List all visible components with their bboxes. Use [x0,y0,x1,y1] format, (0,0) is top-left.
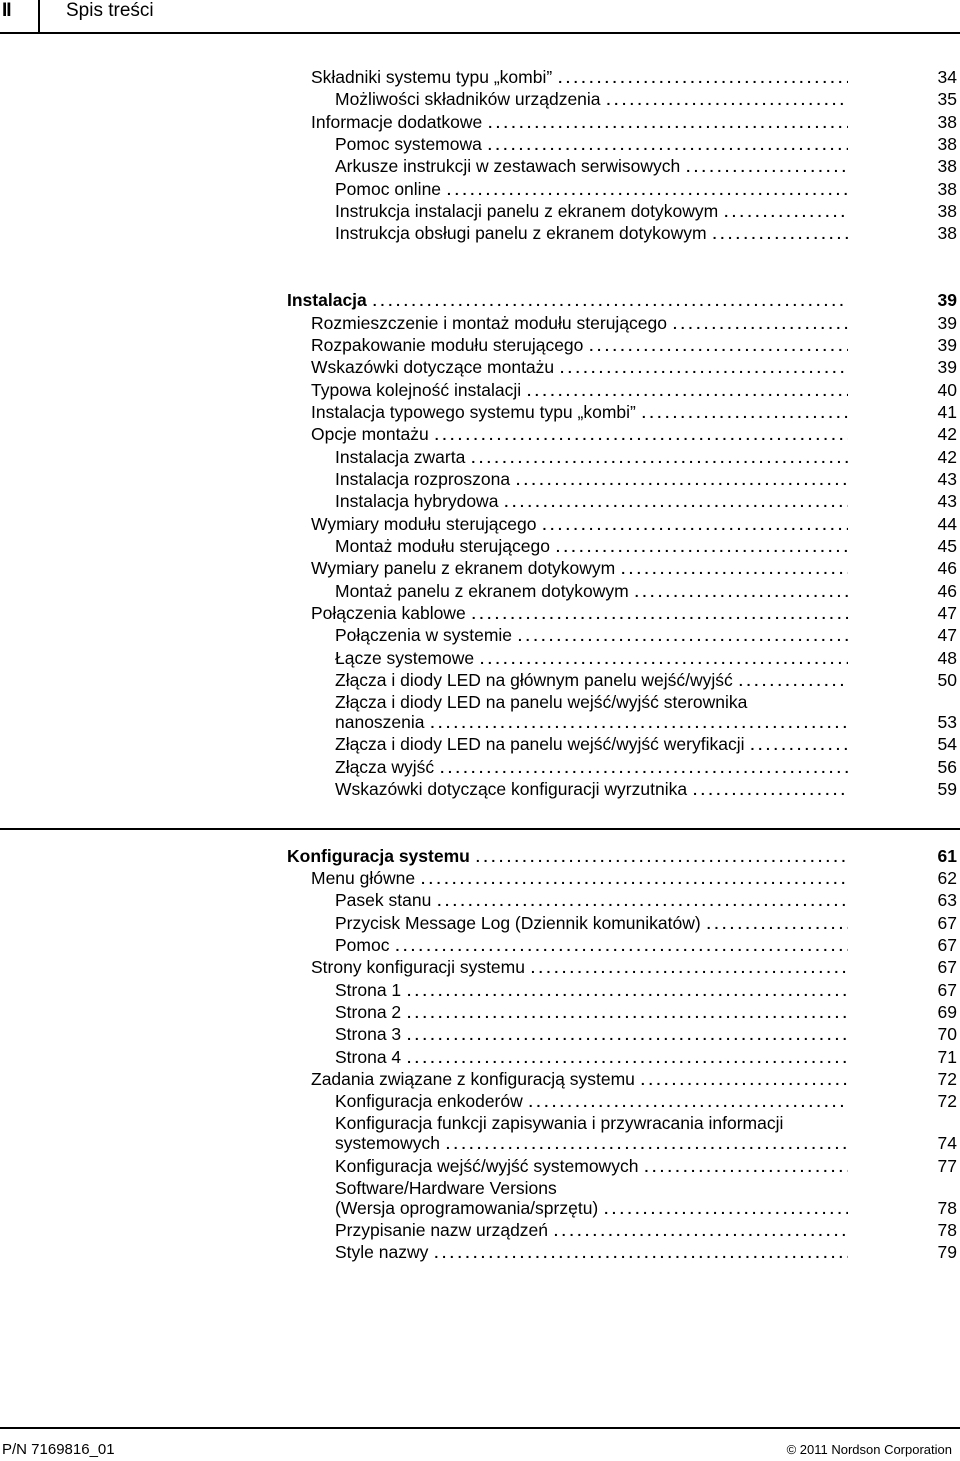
toc-entry[interactable] [335,446,848,468]
toc-entry[interactable] [335,669,848,691]
toc-entry[interactable] [335,468,848,490]
toc-entry[interactable] [335,889,848,911]
toc-entry-title: Połączenia w systemie [335,625,513,645]
toc-page-number[interactable]: 67 [937,980,957,1000]
toc-entry-title: Przycisk Message Log (Dziennik komunikatów) [335,913,701,933]
toc-leader-dots [504,491,848,513]
toc-entry[interactable] [335,778,848,800]
toc-leader-dots [471,447,848,469]
toc-entry-title: Konfiguracja wejść/wyjść systemowych [335,1156,639,1176]
toc-entry-title: Strony konfiguracji systemu [311,957,525,977]
toc-leader-dots [407,980,848,1002]
toc-page-number[interactable]: 63 [937,890,957,910]
toc-leader-dots [713,223,848,245]
toc-entry-title: Łącze systemowe [335,648,475,668]
toc-entry-title: Montaż panelu z ekranem dotykowym [335,581,629,601]
toc-page-number[interactable]: 47 [937,625,957,645]
toc-entry-title: Złącza wyjść [335,757,435,777]
toc-page-number[interactable]: 78 [937,1198,957,1218]
section-divider [0,828,960,830]
toc-page-number[interactable]: 67 [937,957,957,977]
toc-entry[interactable] [311,334,848,356]
toc-page-number[interactable]: 38 [937,201,957,221]
toc-entry-title: Wymiary panelu z ekranem dotykowym [311,558,616,578]
toc-entry[interactable] [311,956,848,978]
toc-leader-dots [488,134,848,156]
toc-entry[interactable] [335,733,848,755]
toc-leader-dots [518,625,848,647]
toc-leader-dots [435,424,848,446]
toc-leader-dots [644,1156,848,1178]
page-header [0,0,960,32]
toc-page-number[interactable]: 79 [937,1242,957,1262]
toc-page-number[interactable]: 67 [937,913,957,933]
toc-entry[interactable] [311,1068,848,1090]
toc-entry-title: Wskazówki dotyczące konfiguracji wyrzutnika [335,779,688,799]
toc-entry-title: Złącza i diody LED na panelu wejść/wyjść sterownika [335,692,748,712]
toc-leader-dots [421,868,848,890]
toc-entry[interactable] [335,1132,848,1154]
toc-entry[interactable] [335,912,848,934]
toc-entry[interactable] [335,1241,848,1263]
toc-entry-title: Pasek stanu [335,890,432,910]
toc-leader-dots [686,156,848,178]
toc-entry-title: Instalacja rozproszona [335,469,511,489]
toc-leader-dots [527,380,848,402]
toc-leader-dots [516,469,848,491]
toc-leader-dots [472,603,848,625]
toc-entry-title: Pomoc systemowa [335,134,482,154]
toc-leader-dots [440,757,848,779]
toc-page-number[interactable]: 74 [937,1133,957,1153]
toc-page-number[interactable]: 41 [937,402,957,422]
toc-entry[interactable] [311,356,848,378]
toc-leader-dots [642,402,848,424]
toc-entry[interactable] [311,423,848,445]
toc-entry-title: Złącza i diody LED na panelu wejść/wyjść weryfikacji [335,734,745,754]
toc-entry-title: Wskazówki dotyczące montażu [311,357,555,377]
toc-leader-dots [488,112,848,134]
toc-page-number[interactable]: 43 [937,469,957,489]
toc-leader-dots [554,1220,848,1242]
toc-entry-title: Złącza i diody LED na głównym panelu wejść/wyjść [335,670,733,690]
footer-rule [0,1427,960,1429]
toc-leader-dots [434,1242,848,1264]
toc-leader-dots [673,313,848,335]
toc-page-number[interactable]: 72 [937,1069,957,1089]
toc-entry[interactable] [311,401,848,423]
toc-leader-dots [604,1198,848,1220]
toc-page-number[interactable]: 53 [937,712,957,732]
toc-page-number[interactable]: 72 [937,1091,957,1111]
toc-entry[interactable] [335,222,848,244]
toc-entry[interactable] [311,66,848,88]
toc-entry-title: Wymiary modułu sterującego [311,514,537,534]
toc-leader-dots [431,712,848,734]
section-numeral: II [2,0,11,21]
toc-page-number[interactable]: 47 [937,603,957,623]
toc-leader-dots [739,670,848,692]
toc-page-number[interactable]: 40 [937,380,957,400]
toc-page-number[interactable]: 69 [937,1002,957,1022]
toc-entry[interactable] [335,1023,848,1045]
toc-entry-title: Konfiguracja funkcji zapisywania i przywracania informacji [335,1113,784,1133]
toc-leader-dots [407,1024,848,1046]
toc-page-number[interactable]: 38 [937,223,957,243]
header-rule [0,32,960,34]
toc-entry[interactable] [335,1001,848,1023]
toc-page-number[interactable]: 44 [937,514,957,534]
toc-page-number[interactable]: 71 [937,1047,957,1067]
toc-leader-dots [707,913,848,935]
toc-entry[interactable] [335,200,848,222]
copyright: © 2011 Nordson Corporation [786,1442,952,1457]
toc-leader-dots [395,935,848,957]
toc-page-number[interactable]: 38 [937,134,957,154]
toc-entry[interactable] [287,289,848,311]
toc-entry[interactable] [335,1197,848,1219]
toc-entry-title: Rozmieszczenie i montaż modułu sterującego [311,313,667,333]
toc-entry-title: Rozpakowanie modułu sterującego [311,335,584,355]
toc-page-number[interactable]: 38 [937,112,957,132]
toc-page-number[interactable]: 78 [937,1220,957,1240]
toc-entry[interactable] [335,1155,848,1177]
toc-entry[interactable] [311,602,848,624]
toc-page-number[interactable]: 38 [937,156,957,176]
toc-entry[interactable] [335,535,848,557]
toc-entry-title: Instalacja typowego systemu typu „kombi” [311,402,636,422]
toc-entry-title: Możliwości składników urządzenia [335,89,601,109]
toc-page-number[interactable]: 39 [937,313,957,333]
toc-entry[interactable] [311,557,848,579]
toc-entry-title: Montaż modułu sterującego [335,536,550,556]
toc-entry-title: Instalacja zwarta [335,447,466,467]
toc-entry-title: Składniki systemu typu „kombi” [311,67,553,87]
toc-entry[interactable] [335,1177,848,1199]
toc-entry[interactable] [335,133,848,155]
toc-page-number[interactable]: 70 [937,1024,957,1044]
toc-entry-title: Arkusze instrukcji w zestawach serwisowych [335,156,681,176]
toc-entry[interactable] [335,88,848,110]
toc-leader-dots [407,1047,848,1069]
toc-entry[interactable] [335,756,848,778]
toc-page-number[interactable]: 61 [937,846,957,866]
toc-entry[interactable] [335,155,848,177]
toc-entry[interactable] [335,979,848,1001]
toc-leader-dots [560,357,848,379]
toc-entry-title: Instrukcja instalacji panelu z ekranem dotykowym [335,201,719,221]
toc-entry-title: Instalacja hybrydowa [335,491,499,511]
toc-entry[interactable] [335,647,848,669]
toc-entry-title: Instalacja [287,290,367,310]
toc-entry-title: Style nazwy [335,1242,429,1262]
toc-leader-dots [589,335,848,357]
header-separator [38,0,40,32]
toc-entry[interactable] [311,867,848,889]
toc-entry-title: Instrukcja obsługi panelu z ekranem dotykowym [335,223,707,243]
toc-entry-title: Konfiguracja enkoderów [335,1091,523,1111]
toc-page-number[interactable]: 54 [937,734,957,754]
toc-entry-title: Przypisanie nazw urządzeń [335,1220,549,1240]
toc-entry-title: Software/Hardware Versions [335,1178,557,1198]
toc-entry-title: Połączenia kablowe [311,603,466,623]
toc-page-number[interactable]: 35 [937,89,957,109]
toc-entry[interactable] [287,845,848,867]
toc-entry[interactable] [335,1090,848,1112]
toc-leader-dots [556,536,848,558]
toc-page-number[interactable]: 38 [937,179,957,199]
toc-leader-dots [476,846,848,868]
toc-entry[interactable] [335,178,848,200]
toc-leader-dots [531,957,848,979]
toc-entry-title: Informacje dodatkowe [311,112,483,132]
toc-page-number[interactable]: 34 [937,67,957,87]
toc-leader-dots [607,89,848,111]
toc-leader-dots [373,290,848,312]
toc-entry-title: Menu główne [311,868,416,888]
toc-entry[interactable] [335,490,848,512]
toc-entry[interactable] [335,934,848,956]
toc-entry-title: Strona 3 [335,1024,402,1044]
toc-entry[interactable] [311,513,848,535]
toc-entry-title: (Wersja oprogramowania/sprzętu) [335,1198,599,1218]
toc-page-number[interactable]: 39 [937,335,957,355]
toc-page-number[interactable]: 59 [937,779,957,799]
toc-leader-dots [480,648,848,670]
toc-page-number[interactable]: 39 [937,357,957,377]
toc-entry-title: Konfiguracja systemu [287,846,470,866]
toc-entry[interactable] [311,111,848,133]
toc-leader-dots [437,890,848,912]
toc-page-number[interactable]: 77 [937,1156,957,1176]
toc-page-number[interactable]: 56 [937,757,957,777]
toc-page-number[interactable]: 67 [937,935,957,955]
toc-entry[interactable] [335,691,848,713]
toc-entry[interactable] [335,1112,848,1134]
toc-page-number[interactable]: 39 [937,290,957,310]
toc-entry[interactable] [335,711,848,733]
toc-entry-title: Zadania związane z konfiguracją systemu [311,1069,635,1089]
toc-leader-dots [750,734,848,756]
toc-entry[interactable] [311,379,848,401]
toc-leader-dots [529,1091,848,1113]
toc-entry[interactable] [335,1046,848,1068]
toc-page-number[interactable]: 46 [937,581,957,601]
toc-leader-dots [447,179,848,201]
toc-leader-dots [446,1133,848,1155]
toc-page-number[interactable]: 42 [937,447,957,467]
toc-page-number[interactable]: 48 [937,648,957,668]
toc-page-number[interactable]: 43 [937,491,957,511]
toc-leader-dots [621,558,848,580]
toc-entry[interactable] [335,580,848,602]
toc-entry[interactable] [335,624,848,646]
toc-leader-dots [641,1069,848,1091]
toc-page-number[interactable]: 42 [937,424,957,444]
toc-entry-title: Strona 2 [335,1002,402,1022]
toc-leader-dots [635,581,848,603]
toc-leader-dots [724,201,848,223]
toc-entry[interactable] [311,312,848,334]
toc-page-number[interactable]: 50 [937,670,957,690]
toc-entry-title: Pomoc [335,935,390,955]
toc-entry-title: systemowych [335,1133,441,1153]
toc-page-number[interactable]: 62 [937,868,957,888]
toc-entry-title: Strona 1 [335,980,402,1000]
toc-entry-title: Opcje montażu [311,424,429,444]
toc-leader-dots [693,779,848,801]
toc-leader-dots [407,1002,848,1024]
toc-entry-title: Pomoc online [335,179,442,199]
toc-leader-dots [542,514,848,536]
toc-page-number[interactable]: 46 [937,558,957,578]
toc-leader-dots [558,67,848,89]
toc-page-number[interactable]: 45 [937,536,957,556]
page-title: Spis treści [66,0,154,21]
toc-entry-title: Strona 4 [335,1047,402,1067]
toc-entry[interactable] [335,1219,848,1241]
part-number: P/N 7169816_01 [2,1441,115,1458]
toc-entry-title: nanoszenia [335,712,425,732]
toc-entry-title: Typowa kolejność instalacji [311,380,522,400]
